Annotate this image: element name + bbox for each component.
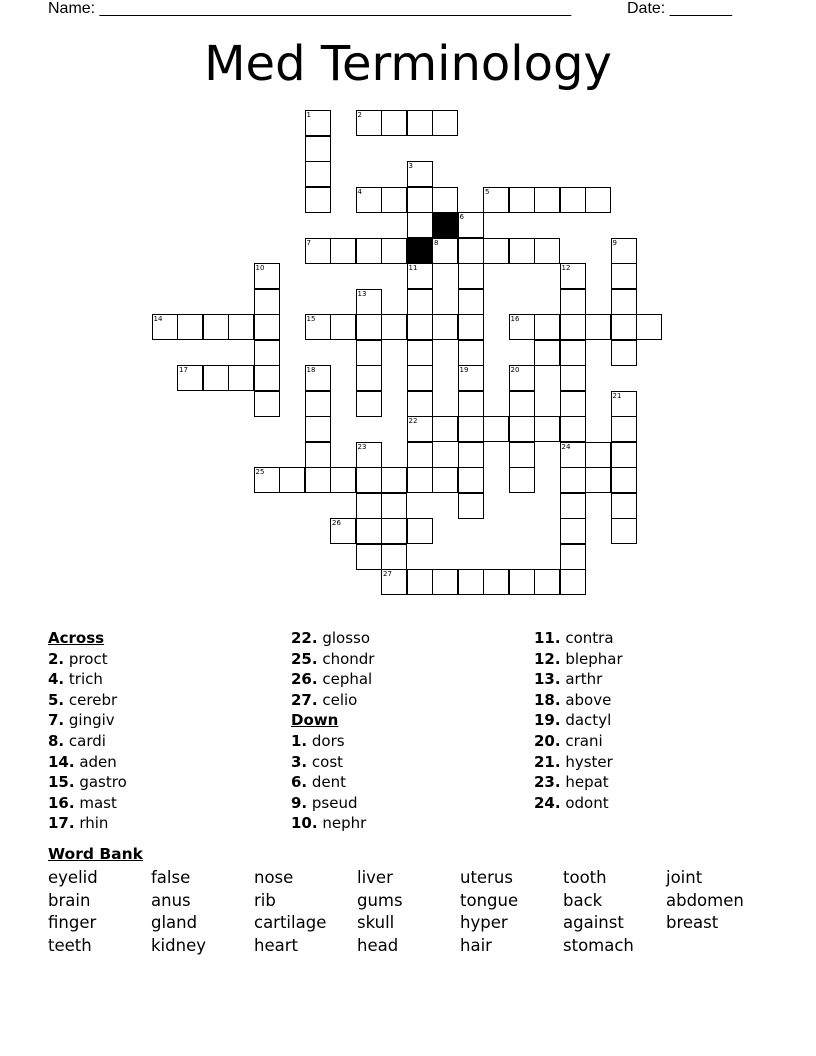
down-clue <box>534 690 623 711</box>
clue-number: 17. <box>48 814 75 833</box>
clue-number: 8. <box>48 731 65 750</box>
crossword-cell[interactable] <box>458 467 484 493</box>
crossword-cell[interactable] <box>407 161 433 187</box>
word-bank-word: teeth <box>48 935 92 955</box>
word-bank-word: brain <box>48 890 91 910</box>
crossword-cell[interactable] <box>611 518 637 544</box>
crossword-cell[interactable] <box>381 238 407 264</box>
clue-number: 1 <box>306 111 311 119</box>
crossword-cell[interactable] <box>534 340 560 366</box>
clue-text: arthr <box>560 670 603 689</box>
word-bank-word: heart <box>254 935 298 955</box>
across-clue <box>291 628 374 649</box>
crossword-cell[interactable] <box>177 314 203 340</box>
word-bank-word: false <box>151 868 191 887</box>
crossword-cell[interactable] <box>381 467 407 493</box>
clue-number: 12. <box>534 649 561 668</box>
word-bank-heading: Word Bank <box>48 845 143 863</box>
crossword-cell[interactable] <box>611 442 637 468</box>
clue-text: blephar <box>560 649 623 668</box>
crossword-cell[interactable] <box>560 289 586 315</box>
crossword-cell[interactable] <box>458 212 484 238</box>
crossword-cell[interactable] <box>560 493 586 519</box>
crossword-cell[interactable] <box>356 467 382 493</box>
across-clue <box>291 669 374 690</box>
crossword-cell[interactable] <box>509 365 535 391</box>
clue-number: 9 <box>612 238 617 247</box>
crossword-cell[interactable] <box>305 161 331 187</box>
crossword-cell[interactable] <box>254 314 280 340</box>
word-bank-word: liver <box>357 868 393 887</box>
across-clue <box>48 649 127 670</box>
crossword-cell[interactable] <box>407 365 433 391</box>
clue-number: 24 <box>561 442 571 451</box>
word-bank-word: cartilage <box>254 913 327 933</box>
date-field[interactable]: Date: _______ <box>627 0 732 17</box>
down-clue <box>534 628 623 649</box>
crossword-cell[interactable] <box>356 544 382 570</box>
crossword-cell[interactable] <box>483 569 509 595</box>
clue-number: 26. <box>291 670 318 689</box>
crossword-cell[interactable] <box>611 340 637 366</box>
clue-text: hyster <box>560 752 613 771</box>
crossword-cell[interactable] <box>407 467 433 493</box>
crossword-cell[interactable] <box>611 289 637 315</box>
clue-number: 5. <box>48 690 65 709</box>
crossword-black-cell <box>432 212 458 238</box>
crossword-cell[interactable] <box>509 442 535 468</box>
crossword-cell[interactable] <box>611 416 637 442</box>
crossword-cell[interactable] <box>203 314 229 340</box>
clue-text: celio <box>317 690 358 709</box>
clue-text: aden <box>74 752 117 771</box>
word-bank-word: finger <box>48 913 97 933</box>
clue-number: 16. <box>48 793 75 812</box>
crossword-cell[interactable] <box>356 187 382 213</box>
crossword-cell[interactable] <box>381 187 407 213</box>
word-bank-word: hair <box>460 935 492 955</box>
crossword-cell[interactable] <box>560 340 586 366</box>
crossword-cell[interactable] <box>509 314 535 340</box>
clue-number: 22 <box>408 417 418 425</box>
crossword-cell[interactable] <box>254 391 280 417</box>
down-clues-list-cont <box>534 628 623 813</box>
clue-number: 10 <box>255 264 265 272</box>
clue-number: 7. <box>48 711 65 730</box>
crossword-cell[interactable] <box>356 110 382 136</box>
crossword-cell[interactable] <box>585 467 611 493</box>
crossword-cell[interactable] <box>432 238 458 264</box>
crossword-cell[interactable] <box>560 365 586 391</box>
clue-number: 18. <box>534 690 561 709</box>
crossword-cell[interactable] <box>483 416 509 442</box>
crossword-cell[interactable] <box>534 238 560 264</box>
crossword-cell[interactable] <box>458 493 484 519</box>
crossword-cell[interactable] <box>305 416 331 442</box>
crossword-cell[interactable] <box>458 569 484 595</box>
down-clue <box>534 731 623 752</box>
crossword-cell[interactable] <box>534 569 560 595</box>
crossword-cell[interactable] <box>356 314 382 340</box>
crossword-cell[interactable] <box>585 187 611 213</box>
crossword-cell[interactable] <box>432 569 458 595</box>
crossword-cell[interactable] <box>458 289 484 315</box>
crossword-cell[interactable] <box>330 314 356 340</box>
clue-number: 2. <box>48 649 65 668</box>
clue-column-2 <box>291 628 374 834</box>
clue-text: gastro <box>74 773 127 792</box>
crossword-cell[interactable] <box>407 289 433 315</box>
crossword-cell[interactable] <box>458 314 484 340</box>
crossword-cell[interactable] <box>534 187 560 213</box>
crossword-cell[interactable] <box>254 340 280 366</box>
across-clues-list <box>48 649 127 834</box>
crossword-cell[interactable] <box>254 467 280 493</box>
crossword-cell[interactable] <box>432 467 458 493</box>
crossword-cell[interactable] <box>407 212 433 238</box>
down-clue <box>534 710 623 731</box>
clue-text: odont <box>560 793 609 812</box>
crossword-cell[interactable] <box>305 467 331 493</box>
crossword-cell[interactable] <box>356 238 382 264</box>
crossword-cell[interactable] <box>152 314 178 340</box>
across-clue <box>48 772 127 793</box>
clue-number: 6 <box>459 213 464 221</box>
crossword-cell[interactable] <box>228 365 254 391</box>
clue-text: cardi <box>64 731 106 750</box>
clue-number: 17 <box>179 366 188 374</box>
word-bank-word: against <box>563 913 624 933</box>
crossword-cell[interactable] <box>458 391 484 417</box>
crossword-cell[interactable] <box>279 467 305 493</box>
clue-text: crani <box>560 731 603 750</box>
crossword-cell[interactable] <box>585 314 611 340</box>
crossword-cell[interactable] <box>254 263 280 289</box>
crossword-cell[interactable] <box>305 187 331 213</box>
clue-number: 24. <box>534 793 561 812</box>
crossword-cell[interactable] <box>305 136 331 162</box>
word-bank-word: breast <box>666 913 719 933</box>
crossword-cell[interactable] <box>432 416 458 442</box>
crossword-cell[interactable] <box>407 569 433 595</box>
crossword-cell[interactable] <box>407 110 433 136</box>
crossword-cell[interactable] <box>611 493 637 519</box>
clue-number: 26 <box>332 519 341 527</box>
word-bank-word: hyper <box>460 913 508 933</box>
crossword-cell[interactable] <box>305 314 331 340</box>
clue-number: 11 <box>408 264 418 272</box>
crossword-cell[interactable] <box>177 365 203 391</box>
word-bank-word: abdomen <box>666 890 744 910</box>
crossword-cell[interactable] <box>330 238 356 264</box>
crossword-cell[interactable] <box>356 365 382 391</box>
down-heading: Down <box>291 711 339 730</box>
crossword-cell[interactable] <box>407 263 433 289</box>
clue-text: cerebr <box>64 690 118 709</box>
crossword-cell[interactable] <box>381 544 407 570</box>
clue-number: 25. <box>291 649 318 668</box>
word-bank-word: uterus <box>460 868 513 887</box>
crossword-cell[interactable] <box>305 391 331 417</box>
name-field[interactable]: Name: _____________________________________________________ <box>48 0 572 17</box>
crossword-cell[interactable] <box>534 416 560 442</box>
clue-number: 14 <box>153 315 163 323</box>
clue-number: 13 <box>357 289 367 298</box>
word-bank-word: skull <box>357 913 395 933</box>
clue-number: 19. <box>534 711 561 730</box>
word-bank <box>48 867 768 957</box>
clue-number: 4 <box>357 187 362 196</box>
crossword-cell[interactable] <box>534 314 560 340</box>
clue-number: 22. <box>291 629 318 647</box>
crossword-cell[interactable] <box>560 467 586 493</box>
crossword-cell[interactable] <box>203 365 229 391</box>
crossword-cell[interactable] <box>611 391 637 417</box>
clue-text: mast <box>74 793 117 812</box>
clue-text: proct <box>64 649 108 668</box>
word-bank-word: gums <box>357 890 403 910</box>
crossword-cell[interactable] <box>560 544 586 570</box>
crossword-cell[interactable] <box>381 493 407 519</box>
crossword-cell[interactable] <box>381 569 407 595</box>
clue-text: contra <box>560 629 614 647</box>
across-clue <box>48 710 127 731</box>
clue-number: 18 <box>306 366 316 374</box>
crossword-cell[interactable] <box>356 493 382 519</box>
clue-number: 2 <box>357 111 362 119</box>
crossword-cell[interactable] <box>483 187 509 213</box>
crossword-cell[interactable] <box>509 569 535 595</box>
crossword-cell[interactable] <box>432 314 458 340</box>
crossword-cell[interactable] <box>560 569 586 595</box>
crossword-cell[interactable] <box>458 416 484 442</box>
clue-number: 13. <box>534 670 561 689</box>
clue-column-3 <box>534 628 623 813</box>
down-clue <box>291 813 374 834</box>
clue-number: 3. <box>291 752 308 771</box>
crossword-cell[interactable] <box>560 263 586 289</box>
crossword-cell[interactable] <box>560 314 586 340</box>
crossword-cell[interactable] <box>407 442 433 468</box>
clue-text: dactyl <box>560 711 612 730</box>
clue-number: 15 <box>306 315 316 323</box>
clue-number: 11. <box>534 629 561 647</box>
word-bank-word: nose <box>254 868 294 887</box>
across-clue <box>48 813 127 834</box>
across-clue <box>48 752 127 773</box>
crossword-cell[interactable] <box>254 365 280 391</box>
down-clue <box>291 731 374 752</box>
word-bank-word: eyelid <box>48 868 98 887</box>
word-bank-word: tongue <box>460 890 519 910</box>
crossword-cell[interactable] <box>611 467 637 493</box>
down-clue <box>291 772 374 793</box>
crossword-cell[interactable] <box>560 187 586 213</box>
crossword-cell[interactable] <box>509 467 535 493</box>
word-bank-word: gland <box>151 913 198 933</box>
crossword-cell[interactable] <box>483 238 509 264</box>
crossword-cell[interactable] <box>407 416 433 442</box>
down-clue <box>291 752 374 773</box>
crossword-cell[interactable] <box>305 238 331 264</box>
clue-number: 16 <box>510 315 520 323</box>
crossword-cell[interactable] <box>611 314 637 340</box>
clue-text: dent <box>307 773 347 792</box>
clue-number: 3 <box>408 162 413 170</box>
clue-number: 21 <box>612 391 622 400</box>
crossword-cell[interactable] <box>356 518 382 544</box>
crossword-cell[interactable] <box>407 187 433 213</box>
clue-number: 12 <box>561 264 571 272</box>
across-clue <box>48 793 127 814</box>
crossword-cell[interactable] <box>254 289 280 315</box>
crossword-cell[interactable] <box>585 442 611 468</box>
down-clue <box>534 752 623 773</box>
clue-number: 19 <box>459 366 469 374</box>
crossword-cell[interactable] <box>560 416 586 442</box>
clue-number: 4. <box>48 670 65 689</box>
crossword-cell[interactable] <box>611 263 637 289</box>
crossword-cell[interactable] <box>407 391 433 417</box>
crossword-cell[interactable] <box>305 442 331 468</box>
across-heading: Across <box>48 629 105 647</box>
crossword-cell[interactable] <box>458 442 484 468</box>
crossword-cell[interactable] <box>611 238 637 264</box>
clue-text: nephr <box>317 814 367 833</box>
clue-number: 6. <box>291 773 308 792</box>
word-bank-word: stomach <box>563 935 634 955</box>
down-clue <box>534 649 623 670</box>
across-clues-list-cont <box>291 628 374 710</box>
crossword-cell[interactable] <box>432 110 458 136</box>
crossword-cell[interactable] <box>381 314 407 340</box>
crossword-cell[interactable] <box>356 340 382 366</box>
crossword-cell[interactable] <box>509 238 535 264</box>
clue-text: cost <box>307 752 344 771</box>
down-clue <box>534 772 623 793</box>
down-clue <box>534 669 623 690</box>
clue-number: 27 <box>383 570 392 578</box>
clue-number: 20 <box>510 366 520 374</box>
crossword-cell[interactable] <box>407 518 433 544</box>
clue-number: 15. <box>48 773 75 792</box>
crossword-cell[interactable] <box>560 518 586 544</box>
crossword-cell[interactable] <box>356 289 382 315</box>
crossword-cell[interactable] <box>305 365 331 391</box>
crossword-cell[interactable] <box>305 110 331 136</box>
across-clue <box>48 669 127 690</box>
clue-number: 1. <box>291 731 308 750</box>
clue-number: 5 <box>485 187 490 196</box>
across-clue <box>48 690 127 711</box>
clue-text: cephal <box>317 670 373 689</box>
clue-number: 9. <box>291 793 308 812</box>
word-bank-word: anus <box>151 890 191 910</box>
clue-number: 23. <box>534 773 561 792</box>
across-clue <box>291 690 374 711</box>
word-bank-word: joint <box>666 868 703 887</box>
page-title: Med Terminology <box>204 36 612 92</box>
clue-number: 10. <box>291 814 318 833</box>
clue-number: 25 <box>255 468 265 476</box>
across-clue <box>48 731 127 752</box>
crossword-cell[interactable] <box>432 187 458 213</box>
crossword-cell[interactable] <box>330 467 356 493</box>
clue-number: 8 <box>434 238 439 247</box>
crossword-cell[interactable] <box>407 340 433 366</box>
crossword-cell[interactable] <box>381 518 407 544</box>
clue-number: 14. <box>48 752 75 771</box>
down-clue <box>291 793 374 814</box>
clue-text: glosso <box>317 629 371 647</box>
word-bank-word: rib <box>254 890 276 910</box>
crossword-cell[interactable] <box>509 416 535 442</box>
crossword-cell[interactable] <box>330 518 356 544</box>
crossword-cell[interactable] <box>356 391 382 417</box>
clue-text: rhin <box>74 814 109 833</box>
word-bank-word: kidney <box>151 935 206 955</box>
word-bank-word: head <box>357 935 399 955</box>
crossword-cell[interactable] <box>636 314 662 340</box>
crossword-cell[interactable] <box>509 187 535 213</box>
down-clue <box>534 793 623 814</box>
crossword-cell[interactable] <box>407 314 433 340</box>
clue-text: trich <box>64 670 103 689</box>
clue-text: hepat <box>560 773 609 792</box>
crossword-black-cell <box>407 238 433 264</box>
crossword-cell[interactable] <box>509 391 535 417</box>
clue-text: dors <box>307 731 345 750</box>
across-clue <box>291 649 374 670</box>
crossword-cell[interactable] <box>458 238 484 264</box>
down-clues-list <box>291 731 374 834</box>
clue-text: above <box>560 690 612 709</box>
crossword-cell[interactable] <box>560 442 586 468</box>
word-bank-word: back <box>563 890 603 910</box>
clue-text: chondr <box>317 649 375 668</box>
clue-column-1 <box>48 628 127 834</box>
crossword-cell[interactable] <box>458 365 484 391</box>
crossword-cell[interactable] <box>458 263 484 289</box>
clue-number: 23 <box>357 442 367 451</box>
crossword-cell[interactable] <box>356 442 382 468</box>
word-bank-word: tooth <box>563 868 607 887</box>
crossword-cell[interactable] <box>381 110 407 136</box>
clue-number: 21. <box>534 752 561 771</box>
crossword-cell[interactable] <box>560 391 586 417</box>
clue-text: pseud <box>307 793 358 812</box>
crossword-cell[interactable] <box>458 340 484 366</box>
clue-number: 27. <box>291 690 318 709</box>
crossword-cell[interactable] <box>228 314 254 340</box>
clue-number: 7 <box>306 238 311 247</box>
clue-text: gingiv <box>64 711 115 730</box>
clue-number: 20. <box>534 731 561 750</box>
